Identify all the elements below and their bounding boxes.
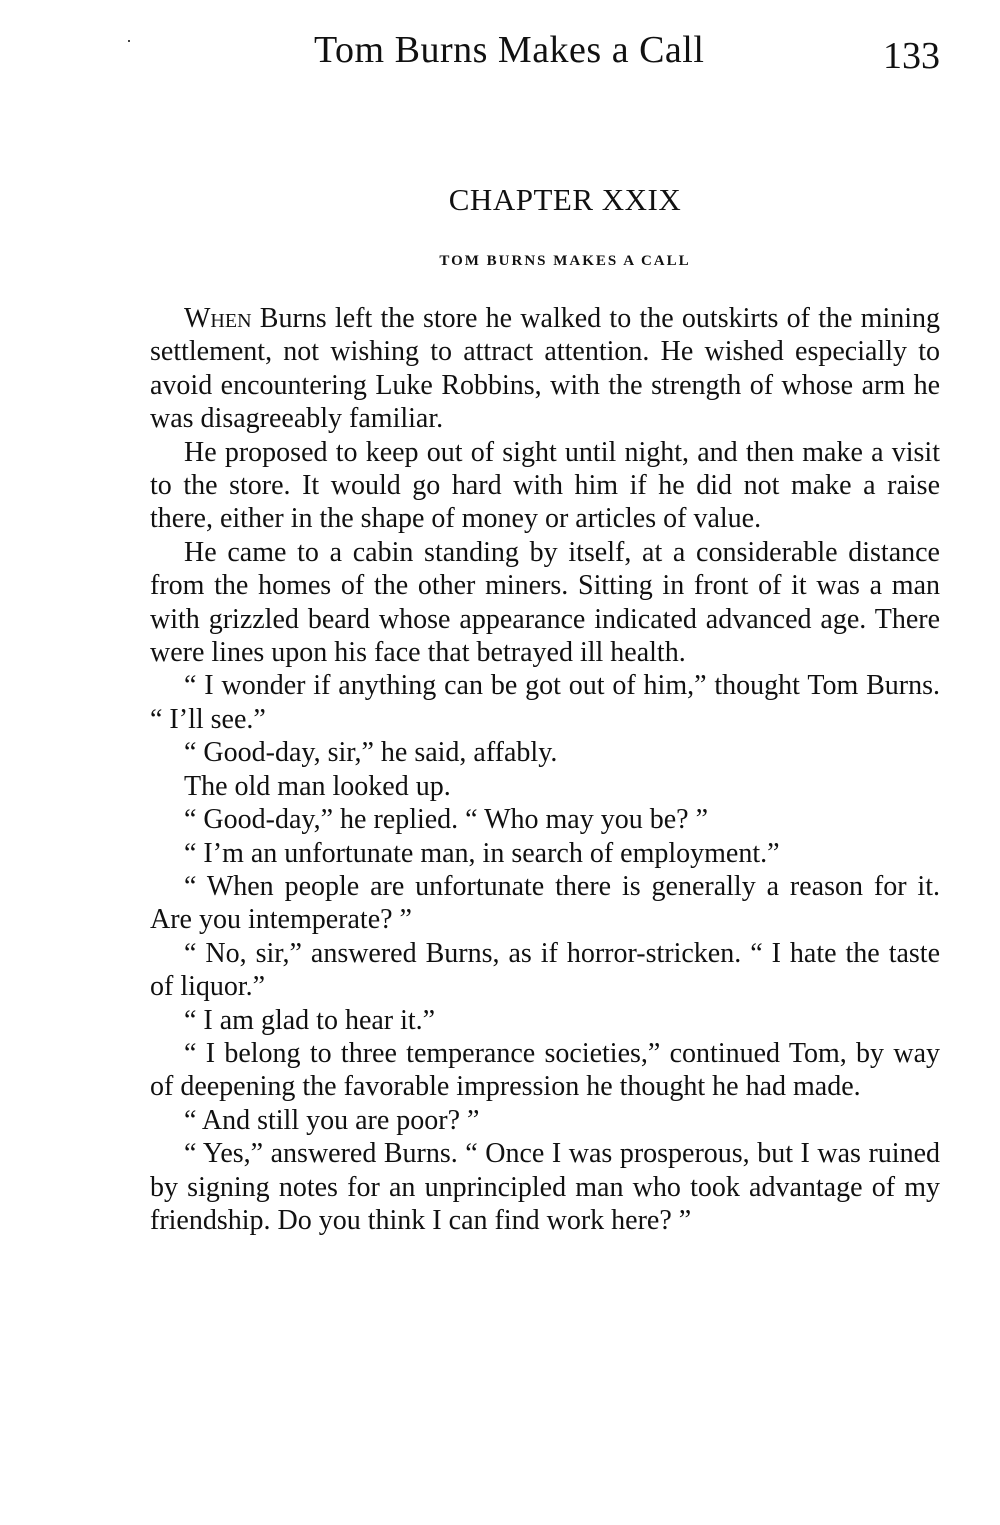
- paragraph: He proposed to keep out of sight until night, and then make a visit to the store. It would go hard with him if he did not make a raise there, either in the shape of money or articles of value.: [150, 436, 940, 535]
- chapter-subtitle: TOM BURNS MAKES A CALL: [439, 253, 691, 269]
- page-header: [150, 28, 940, 88]
- paragraph: “ When people are unfortunate there is generally a reason for it. Are you intemperate? ”: [150, 870, 940, 936]
- running-title: Tom Burns Makes a Call: [314, 29, 705, 71]
- paragraph-lead-word: When: [184, 303, 252, 334]
- body-text: [150, 302, 940, 1237]
- paragraph: [150, 302, 940, 436]
- paragraph: “ I am glad to hear it.”: [184, 1004, 436, 1036]
- paragraph: “ Yes,” answered Burns. “ Once I was prosperous, but I was ruined by signing notes for an unprincipled man who took advantage of my friendship. Do you think I can find work here? ”: [150, 1138, 940, 1236]
- paragraph: “ Good-day, sir,” he said, affably.: [184, 737, 558, 769]
- paragraph: “ I belong to three temperance societies,” continued Tom, by way of deepening the favorable impression he thought he had made.: [150, 1037, 940, 1103]
- paragraph: “ I wonder if anything can be got out of him,” thought Tom Burns. “ I’ll see.”: [150, 670, 940, 735]
- paragraph: “ And still you are poor? ”: [184, 1104, 480, 1136]
- paragraph: “ No, sir,” answered Burns, as if horror-stricken. “ I hate the taste of liquor.”: [150, 937, 940, 1003]
- chapter-title: CHAPTER XXIX: [448, 182, 682, 217]
- paragraph-text: Burns left the store he walked to the outskirts of the mining settlement, not wishing to attract attention. He wished especially to avoid encountering Luke Robbins, with the strength of whose arm he was disagreeably familiar.: [150, 303, 940, 435]
- print-speck: [128, 40, 130, 42]
- paragraph: The old man looked up.: [184, 770, 451, 802]
- paragraph: “ Good-day,” he replied. “ Who may you be? ”: [184, 804, 709, 836]
- page-number: 133: [883, 35, 940, 77]
- paragraph: He came to a cabin standing by itself, at a considerable distance from the homes of the other miners. Sitting in front of it was a man with grizzled beard whose appearance indicated advanced age. There were lines upon his face that betrayed ill health.: [150, 536, 940, 669]
- paragraph: “ I’m an unfortunate man, in search of employment.”: [184, 837, 780, 869]
